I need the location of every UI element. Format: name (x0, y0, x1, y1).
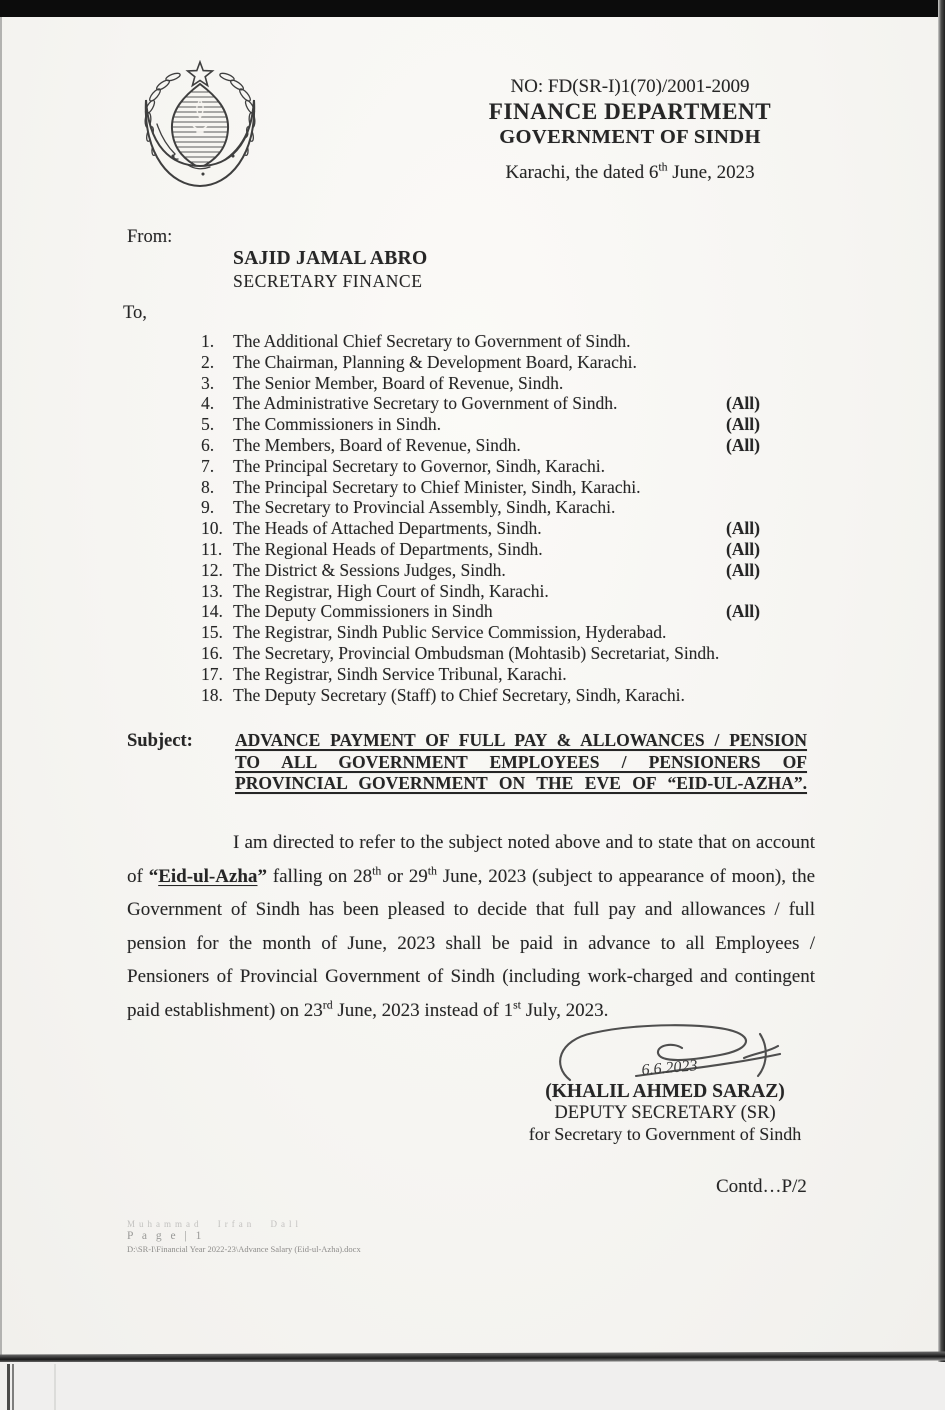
recipient-all-marker: (All) (725, 414, 760, 435)
recipient-number: 4. (201, 393, 215, 414)
recipient-number: 15. (201, 622, 223, 643)
recipient-all-marker (760, 643, 772, 664)
recipient-row (201, 477, 772, 498)
recipient-row (201, 539, 772, 560)
recipient-text: The Deputy Secretary (Staff) to Chief Secretary, Sindh, Karachi. (233, 684, 685, 705)
recipient-number: 11. (201, 538, 223, 559)
recipient-row (201, 352, 772, 373)
date-line: Karachi, the dated 6th June, 2023 (505, 160, 755, 183)
scan-artifact-line (54, 1364, 56, 1410)
recipient-text: The Heads of Attached Departments, Sindh. (233, 518, 542, 539)
recipient-row (201, 435, 772, 456)
subject-line-1: ADVANCE PAYMENT OF FULL PAY & ALLOWANCES / PENSION (235, 730, 807, 750)
government-name: GOVERNMENT OF SINDH (499, 126, 761, 148)
recipient-all-marker (760, 581, 772, 602)
recipient-text: The Commissioners in Sindh. (233, 414, 442, 435)
recipient-all-marker (760, 373, 772, 394)
recipient-number: 12. (201, 559, 223, 580)
recipient-number: 16. (201, 642, 223, 663)
recipient-number: 18. (201, 684, 223, 705)
government-of-sindh-emblem-icon (113, 60, 288, 198)
recipient-text: The Principal Secretary to Chief Minister, Sindh, Karachi. (233, 476, 641, 497)
sender-name: SAJID JAMAL ABRO (233, 248, 428, 269)
recipient-all-marker: (All) (725, 393, 760, 414)
recipient-text: The Deputy Commissioners in Sindh (233, 601, 493, 622)
recipient-all-marker: (All) (725, 434, 760, 455)
recipient-row (201, 456, 772, 477)
recipient-number: 3. (201, 372, 215, 393)
scan-left-border (0, 17, 2, 1357)
recipient-all-marker (760, 331, 772, 352)
recipient-number: 10. (201, 518, 223, 539)
scan-right-border (938, 0, 945, 1410)
recipient-row (201, 518, 772, 539)
recipient-row (201, 373, 772, 394)
scan-top-border (0, 0, 945, 17)
department-name: FINANCE DEPARTMENT (488, 99, 772, 124)
scan-below-page-area (0, 1362, 945, 1410)
recipient-row (201, 414, 772, 435)
recipient-row (201, 622, 772, 643)
signatory-for-line: for Secretary to Government of Sindh (528, 1124, 802, 1144)
recipient-all-marker: (All) (725, 559, 760, 580)
recipient-text: The Registrar, High Court of Sindh, Karachi. (233, 580, 549, 601)
recipient-number: 2. (201, 351, 215, 372)
recipient-row (201, 581, 772, 602)
recipient-all-marker: (All) (725, 518, 760, 539)
recipient-row (201, 664, 772, 685)
recipient-number: 17. (201, 663, 223, 684)
recipient-row (201, 393, 772, 414)
reference-number: NO: FD(SR-I)1(70)/2001-2009 (510, 76, 750, 97)
recipient-number: 13. (201, 580, 223, 601)
subject-line-2: TO ALL GOVERNMENT EMPLOYEES / PENSIONERS OF (235, 751, 807, 772)
recipient-all-marker (760, 352, 772, 373)
recipient-number: 14. (201, 601, 223, 622)
recipient-text: The Members, Board of Revenue, Sindh. (233, 434, 521, 455)
recipient-text: The District & Sessions Judges, Sindh. (233, 559, 506, 580)
recipient-row (201, 643, 772, 664)
subject-text (235, 730, 807, 795)
recipient-all-marker: (All) (725, 601, 760, 622)
subject-label: Subject: (127, 731, 193, 751)
recipient-number: 8. (201, 476, 215, 497)
scan-artifact-line (7, 1364, 10, 1410)
recipient-text: The Principal Secretary to Governor, Sindh, Karachi. (233, 455, 606, 476)
recipient-all-marker (760, 664, 772, 685)
recipient-text: The Regional Heads of Departments, Sindh. (233, 538, 543, 559)
recipient-row (201, 685, 772, 706)
footer-page-number: P a g e | 1 (127, 1230, 205, 1242)
signature-scribble-icon (548, 1022, 786, 1086)
recipient-number: 6. (201, 434, 215, 455)
body-paragraph: I am directed to refer to the subject noted above and to state that on account of “Eid-ul-Azha” falling on 28th or 29th June, 2023 (subject to appearance of moon), the Government of Sindh has been pleased to decide that full pay and allowances / full pension for the month of June, 2023 shall be paid in advance to all Employees / Pensioners of Provincial Government of Sindh (including work-charged and contingent paid establishment) on 23rd June, 2023 instead of 1st July, 2023. (127, 832, 816, 1021)
from-label: From: (127, 227, 173, 247)
recipient-all-marker (760, 685, 772, 706)
recipient-row (201, 497, 772, 518)
recipient-number: 1. (201, 331, 215, 351)
recipient-text: The Administrative Secretary to Government of Sindh. (233, 393, 618, 414)
sender-title: SECRETARY FINANCE (233, 271, 423, 291)
recipient-text: The Additional Chief Secretary to Government of Sindh. (233, 331, 631, 351)
recipient-all-marker (760, 497, 772, 518)
signature-date: 6.6.2023 (640, 1057, 699, 1079)
recipient-row (201, 560, 772, 581)
to-label: To, (123, 303, 147, 323)
recipient-text: The Senior Member, Board of Revenue, Sindh. (233, 372, 564, 393)
recipient-text: The Registrar, Sindh Service Tribunal, Karachi. (233, 663, 567, 684)
signatory-name: (KHALIL AHMED SARAZ) (545, 1081, 785, 1102)
signatory-designation: DEPUTY SECRETARY (SR) (554, 1103, 776, 1123)
recipient-all-marker (760, 456, 772, 477)
scan-artifact-line (12, 1364, 14, 1410)
recipient-all-marker: (All) (725, 538, 760, 559)
recipient-number: 5. (201, 414, 215, 435)
subject-line-3: PROVINCIAL GOVERNMENT ON THE EVE OF “EID-UL-AZHA”. (235, 773, 807, 794)
recipient-text: The Chairman, Planning & Development Board, Karachi. (233, 351, 637, 372)
recipient-number: 7. (201, 455, 215, 476)
recipient-all-marker (760, 477, 772, 498)
recipient-list (201, 331, 772, 705)
continuation-note: Contd…P/2 (716, 1176, 807, 1197)
recipient-all-marker (760, 622, 772, 643)
footer-author: Muhammad Irfan Dall (127, 1219, 302, 1229)
recipient-number: 9. (201, 497, 215, 518)
footer-file-path: D:\SR-I\Financial Year 2022-23\Advance Salary (Eid-ul-Azha).docx (127, 1244, 361, 1254)
recipient-text: The Registrar, Sindh Public Service Commission, Hyderabad. (233, 622, 667, 643)
recipient-row (201, 601, 772, 622)
recipient-text: The Secretary to Provincial Assembly, Sindh, Karachi. (233, 497, 616, 518)
recipient-text: The Secretary, Provincial Ombudsman (Mohtasib) Secretariat, Sindh. (233, 642, 720, 663)
recipient-row (201, 331, 772, 352)
